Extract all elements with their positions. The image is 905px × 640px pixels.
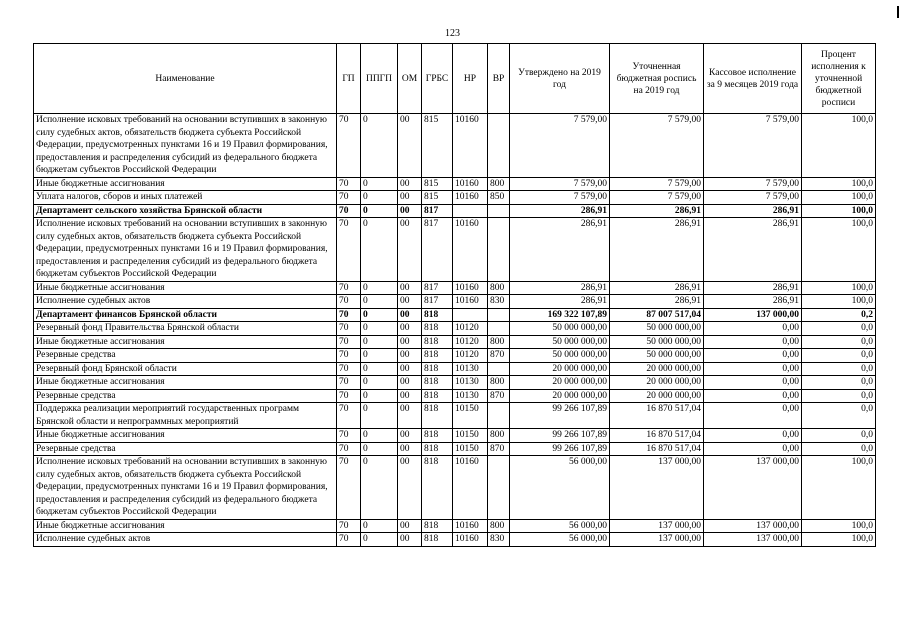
edge-mark (897, 6, 899, 18)
cell-nr: 10150 (453, 403, 488, 429)
table-row (34, 403, 876, 429)
cell-grbs: 818 (422, 308, 453, 322)
cell-grbs: 818 (422, 429, 453, 443)
cell-nr: 10160 (453, 177, 488, 191)
cell-cash: 0,00 (704, 403, 802, 429)
cell-approved: 169 322 107,89 (510, 308, 610, 322)
cell-grbs: 818 (422, 376, 453, 390)
cell-ppgp: 0 (361, 177, 398, 191)
cell-om: 00 (398, 442, 422, 456)
header-refined: Уточненная бюджетная роспись на 2019 год (610, 44, 704, 114)
cell-cash: 0,00 (704, 322, 802, 336)
cell-ppgp: 0 (361, 456, 398, 520)
cell-percent: 100,0 (802, 177, 876, 191)
header-percent: Процент исполнения к уточненной бюджетной росписи (802, 44, 876, 114)
cell-nr: 10160 (453, 533, 488, 547)
cell-refined: 7 579,00 (610, 177, 704, 191)
cell-grbs: 815 (422, 191, 453, 205)
cell-approved: 20 000 000,00 (510, 376, 610, 390)
cell-grbs: 818 (422, 335, 453, 349)
cell-grbs: 818 (422, 533, 453, 547)
cell-refined: 50 000 000,00 (610, 322, 704, 336)
cell-om: 00 (398, 114, 422, 178)
table-row (34, 322, 876, 336)
cell-vr (488, 218, 510, 282)
cell-refined: 137 000,00 (610, 533, 704, 547)
cell-gp: 70 (337, 281, 361, 295)
cell-percent: 100,0 (802, 218, 876, 282)
cell-gp: 70 (337, 429, 361, 443)
cell-om: 00 (398, 349, 422, 363)
cell-percent: 100,0 (802, 519, 876, 533)
cell-grbs: 818 (422, 403, 453, 429)
cell-name: Резервные средства (34, 349, 337, 363)
cell-om: 00 (398, 335, 422, 349)
cell-refined: 16 870 517,04 (610, 429, 704, 443)
cell-gp: 70 (337, 177, 361, 191)
cell-name: Департамент сельского хозяйства Брянской области (34, 204, 337, 218)
cell-vr: 830 (488, 295, 510, 309)
cell-percent: 0,2 (802, 308, 876, 322)
cell-om: 00 (398, 456, 422, 520)
cell-refined: 50 000 000,00 (610, 335, 704, 349)
table-row (34, 389, 876, 403)
cell-percent: 0,0 (802, 376, 876, 390)
cell-cash: 0,00 (704, 335, 802, 349)
page-number: 123 (445, 28, 460, 39)
cell-grbs: 817 (422, 281, 453, 295)
cell-ppgp: 0 (361, 218, 398, 282)
cell-grbs: 818 (422, 362, 453, 376)
cell-vr: 870 (488, 442, 510, 456)
cell-name: Иные бюджетные ассигнования (34, 376, 337, 390)
budget-table (33, 43, 876, 547)
table-row (34, 191, 876, 205)
cell-gp: 70 (337, 322, 361, 336)
cell-grbs: 815 (422, 114, 453, 178)
table-row (34, 519, 876, 533)
table-row (34, 349, 876, 363)
cell-gp: 70 (337, 456, 361, 520)
cell-name: Поддержка реализации мероприятий государственных программ Брянской области и непрограммных мероприятий (34, 403, 337, 429)
cell-ppgp: 0 (361, 376, 398, 390)
cell-grbs: 818 (422, 349, 453, 363)
cell-ppgp: 0 (361, 114, 398, 178)
cell-cash: 286,91 (704, 295, 802, 309)
header-row (34, 44, 876, 114)
cell-gp: 70 (337, 335, 361, 349)
cell-refined: 7 579,00 (610, 114, 704, 178)
cell-ppgp: 0 (361, 322, 398, 336)
header-om: ОМ (398, 44, 422, 114)
cell-gp: 70 (337, 533, 361, 547)
cell-vr: 800 (488, 177, 510, 191)
cell-nr: 10130 (453, 362, 488, 376)
cell-cash: 0,00 (704, 376, 802, 390)
cell-refined: 16 870 517,04 (610, 403, 704, 429)
cell-refined: 20 000 000,00 (610, 376, 704, 390)
cell-gp: 70 (337, 403, 361, 429)
cell-gp: 70 (337, 442, 361, 456)
header-name: Наименование (34, 44, 337, 114)
cell-gp: 70 (337, 519, 361, 533)
cell-gp: 70 (337, 362, 361, 376)
cell-approved: 20 000 000,00 (510, 389, 610, 403)
cell-percent: 100,0 (802, 533, 876, 547)
cell-cash: 137 000,00 (704, 519, 802, 533)
cell-om: 00 (398, 429, 422, 443)
cell-ppgp: 0 (361, 533, 398, 547)
cell-gp: 70 (337, 114, 361, 178)
table-row (34, 308, 876, 322)
cell-approved: 56 000,00 (510, 519, 610, 533)
header-cash: Кассовое исполнение за 9 месяцев 2019 года (704, 44, 802, 114)
cell-ppgp: 0 (361, 429, 398, 443)
cell-percent: 100,0 (802, 191, 876, 205)
cell-grbs: 818 (422, 456, 453, 520)
cell-om: 00 (398, 177, 422, 191)
cell-grbs: 818 (422, 442, 453, 456)
cell-name: Иные бюджетные ассигнования (34, 281, 337, 295)
cell-vr: 800 (488, 429, 510, 443)
cell-grbs: 815 (422, 177, 453, 191)
cell-om: 00 (398, 519, 422, 533)
cell-om: 00 (398, 403, 422, 429)
cell-om: 00 (398, 322, 422, 336)
cell-refined: 286,91 (610, 295, 704, 309)
cell-approved: 56 000,00 (510, 456, 610, 520)
cell-gp: 70 (337, 191, 361, 205)
cell-approved: 50 000 000,00 (510, 322, 610, 336)
cell-nr: 10160 (453, 191, 488, 205)
cell-refined: 50 000 000,00 (610, 349, 704, 363)
cell-nr: 10160 (453, 295, 488, 309)
cell-name: Иные бюджетные ассигнования (34, 429, 337, 443)
cell-name: Департамент финансов Брянской области (34, 308, 337, 322)
cell-ppgp: 0 (361, 295, 398, 309)
table-row (34, 442, 876, 456)
cell-cash: 137 000,00 (704, 533, 802, 547)
cell-cash: 0,00 (704, 389, 802, 403)
cell-approved: 99 266 107,89 (510, 429, 610, 443)
table-row (34, 362, 876, 376)
cell-vr: 830 (488, 533, 510, 547)
cell-percent: 0,0 (802, 442, 876, 456)
cell-nr (453, 308, 488, 322)
cell-om: 00 (398, 308, 422, 322)
cell-gp: 70 (337, 349, 361, 363)
cell-nr: 10160 (453, 114, 488, 178)
table-row (34, 429, 876, 443)
cell-ppgp: 0 (361, 389, 398, 403)
cell-approved: 7 579,00 (510, 114, 610, 178)
cell-cash: 0,00 (704, 349, 802, 363)
cell-ppgp: 0 (361, 204, 398, 218)
cell-vr (488, 322, 510, 336)
cell-refined: 7 579,00 (610, 191, 704, 205)
cell-percent: 100,0 (802, 204, 876, 218)
cell-name: Уплата налогов, сборов и иных платежей (34, 191, 337, 205)
cell-percent: 0,0 (802, 362, 876, 376)
cell-grbs: 818 (422, 519, 453, 533)
cell-ppgp: 0 (361, 362, 398, 376)
cell-om: 00 (398, 191, 422, 205)
cell-cash: 0,00 (704, 362, 802, 376)
cell-name: Исполнение исковых требований на основании вступивших в законную силу судебных актов, обязательств бюджета субъекта Российской Федерации, предусмотренных пунктами 16 и 19 Правил формирования, предоставления и распределения субсидий из федерального бюджета бюджетам субъектов Российской Федерации (34, 218, 337, 282)
cell-gp: 70 (337, 204, 361, 218)
cell-cash: 286,91 (704, 204, 802, 218)
table-row (34, 456, 876, 520)
cell-om: 00 (398, 295, 422, 309)
cell-refined: 20 000 000,00 (610, 389, 704, 403)
cell-refined: 286,91 (610, 204, 704, 218)
cell-percent: 0,0 (802, 322, 876, 336)
cell-nr: 10160 (453, 456, 488, 520)
cell-vr (488, 114, 510, 178)
cell-refined: 137 000,00 (610, 519, 704, 533)
header-gp: ГП (337, 44, 361, 114)
cell-approved: 286,91 (510, 204, 610, 218)
cell-nr: 10130 (453, 376, 488, 390)
table-row (34, 218, 876, 282)
table-row (34, 204, 876, 218)
cell-ppgp: 0 (361, 281, 398, 295)
cell-approved: 99 266 107,89 (510, 442, 610, 456)
cell-name: Иные бюджетные ассигнования (34, 177, 337, 191)
cell-ppgp: 0 (361, 191, 398, 205)
cell-name: Резервный фонд Правительства Брянской области (34, 322, 337, 336)
cell-percent: 100,0 (802, 456, 876, 520)
cell-nr: 10120 (453, 322, 488, 336)
cell-nr (453, 204, 488, 218)
cell-vr: 800 (488, 335, 510, 349)
cell-percent: 100,0 (802, 295, 876, 309)
table-row (34, 376, 876, 390)
cell-gp: 70 (337, 218, 361, 282)
cell-gp: 70 (337, 295, 361, 309)
table-row (34, 281, 876, 295)
cell-vr: 870 (488, 389, 510, 403)
cell-percent: 0,0 (802, 429, 876, 443)
cell-ppgp: 0 (361, 349, 398, 363)
cell-cash: 0,00 (704, 442, 802, 456)
cell-approved: 286,91 (510, 218, 610, 282)
cell-cash: 7 579,00 (704, 177, 802, 191)
cell-om: 00 (398, 218, 422, 282)
cell-vr: 850 (488, 191, 510, 205)
cell-nr: 10150 (453, 429, 488, 443)
cell-vr (488, 204, 510, 218)
cell-name: Резервный фонд Брянской области (34, 362, 337, 376)
cell-approved: 56 000,00 (510, 533, 610, 547)
cell-percent: 0,0 (802, 403, 876, 429)
cell-nr: 10120 (453, 335, 488, 349)
cell-om: 00 (398, 376, 422, 390)
cell-om: 00 (398, 533, 422, 547)
cell-nr: 10160 (453, 519, 488, 533)
cell-refined: 20 000 000,00 (610, 362, 704, 376)
cell-name: Иные бюджетные ассигнования (34, 335, 337, 349)
cell-approved: 286,91 (510, 295, 610, 309)
cell-nr: 10160 (453, 281, 488, 295)
cell-approved: 50 000 000,00 (510, 349, 610, 363)
cell-refined: 137 000,00 (610, 456, 704, 520)
cell-refined: 286,91 (610, 281, 704, 295)
cell-approved: 7 579,00 (510, 177, 610, 191)
header-ppgp: ППГП (361, 44, 398, 114)
cell-om: 00 (398, 389, 422, 403)
cell-name: Иные бюджетные ассигнования (34, 519, 337, 533)
cell-approved: 99 266 107,89 (510, 403, 610, 429)
cell-vr: 800 (488, 281, 510, 295)
cell-ppgp: 0 (361, 519, 398, 533)
cell-percent: 100,0 (802, 281, 876, 295)
header-vr: ВР (488, 44, 510, 114)
cell-percent: 0,0 (802, 335, 876, 349)
cell-ppgp: 0 (361, 442, 398, 456)
table-row (34, 114, 876, 178)
cell-nr: 10130 (453, 389, 488, 403)
cell-vr (488, 308, 510, 322)
cell-name: Исполнение судебных актов (34, 533, 337, 547)
cell-grbs: 817 (422, 295, 453, 309)
header-approved: Утверждено на 2019 год (510, 44, 610, 114)
header-grbs: ГРБС (422, 44, 453, 114)
cell-ppgp: 0 (361, 403, 398, 429)
cell-nr: 10120 (453, 349, 488, 363)
cell-vr (488, 362, 510, 376)
cell-vr: 800 (488, 376, 510, 390)
cell-cash: 286,91 (704, 281, 802, 295)
cell-percent: 0,0 (802, 349, 876, 363)
cell-cash: 286,91 (704, 218, 802, 282)
table-row (34, 295, 876, 309)
cell-cash: 7 579,00 (704, 114, 802, 178)
cell-approved: 286,91 (510, 281, 610, 295)
cell-approved: 20 000 000,00 (510, 362, 610, 376)
cell-percent: 0,0 (802, 389, 876, 403)
header-nr: НР (453, 44, 488, 114)
cell-vr: 870 (488, 349, 510, 363)
cell-nr: 10150 (453, 442, 488, 456)
cell-vr (488, 403, 510, 429)
cell-ppgp: 0 (361, 308, 398, 322)
cell-vr (488, 456, 510, 520)
cell-approved: 7 579,00 (510, 191, 610, 205)
cell-name: Исполнение исковых требований на основании вступивших в законную силу судебных актов, обязательств бюджета субъекта Российской Федерации, предусмотренных пунктами 16 и 19 Правил формирования, предоставления и распределения субсидий из федерального бюджета бюджетам субъектов Российской Федерации (34, 114, 337, 178)
cell-cash: 137 000,00 (704, 308, 802, 322)
cell-name: Резервные средства (34, 442, 337, 456)
cell-cash: 137 000,00 (704, 456, 802, 520)
cell-refined: 87 007 517,04 (610, 308, 704, 322)
cell-refined: 286,91 (610, 218, 704, 282)
cell-name: Исполнение исковых требований на основании вступивших в законную силу судебных актов, обязательств бюджета субъекта Российской Федерации, предусмотренных пунктами 16 и 19 Правил формирования, предоставления и распределения субсидий из федерального бюджета бюджетам субъектов Российской Федерации (34, 456, 337, 520)
cell-ppgp: 0 (361, 335, 398, 349)
cell-vr: 800 (488, 519, 510, 533)
cell-refined: 16 870 517,04 (610, 442, 704, 456)
cell-gp: 70 (337, 389, 361, 403)
cell-cash: 7 579,00 (704, 191, 802, 205)
cell-approved: 50 000 000,00 (510, 335, 610, 349)
cell-grbs: 818 (422, 322, 453, 336)
cell-nr: 10160 (453, 218, 488, 282)
cell-name: Резервные средства (34, 389, 337, 403)
table-row (34, 177, 876, 191)
cell-percent: 100,0 (802, 114, 876, 178)
cell-name: Исполнение судебных актов (34, 295, 337, 309)
cell-gp: 70 (337, 308, 361, 322)
cell-grbs: 817 (422, 204, 453, 218)
cell-grbs: 817 (422, 218, 453, 282)
cell-om: 00 (398, 362, 422, 376)
cell-cash: 0,00 (704, 429, 802, 443)
cell-grbs: 818 (422, 389, 453, 403)
cell-om: 00 (398, 281, 422, 295)
cell-gp: 70 (337, 376, 361, 390)
table-row (34, 533, 876, 547)
table-row (34, 335, 876, 349)
cell-om: 00 (398, 204, 422, 218)
